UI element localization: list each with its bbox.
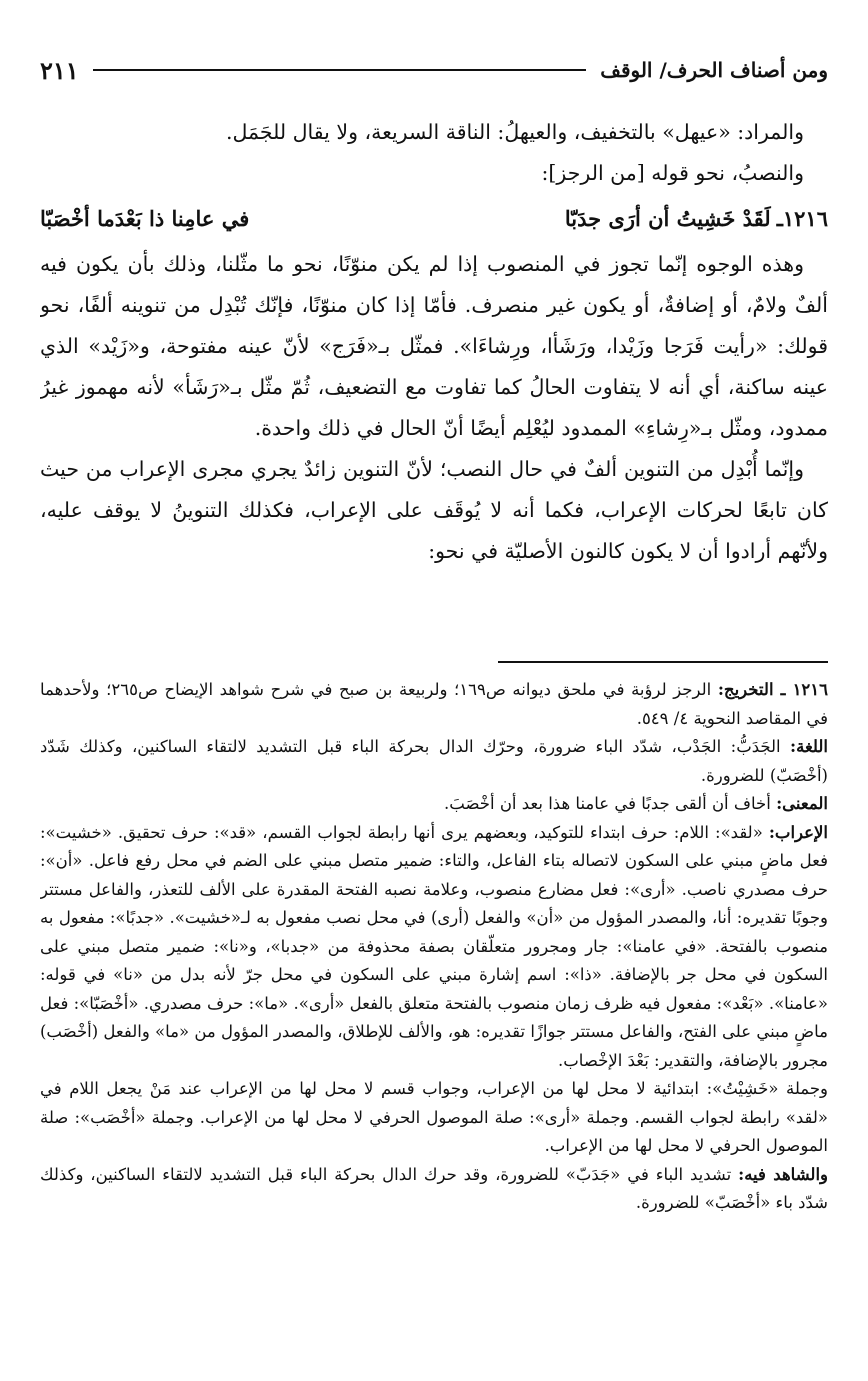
takhrij-label: ١٢١٦ ـ التخريج: bbox=[717, 680, 828, 699]
verse-number: ١٢١٦ـ bbox=[776, 206, 828, 231]
shahid-label: والشاهد فيه: bbox=[738, 1164, 828, 1184]
verse-hemistich-second: في عامِنا ذا بَعْدَما أخْصَبّا bbox=[40, 206, 250, 231]
main-text bbox=[40, 112, 828, 642]
mana-text: أخاف أن ألقى جدبًا في عامنا هذا بعد أن أخْصَبَ. bbox=[444, 794, 771, 813]
lugha-text: الجَدَبُّ: الجَدْب، شدّد الباء ضرورة، وحرّك الدال بحركة الباء قبل التشديد لالتقاء الساكنين، وكذلك شَدّد (أخْصَبّ) للضرورة. bbox=[40, 737, 828, 785]
footnote-separator bbox=[498, 661, 828, 663]
footnote-irab bbox=[40, 819, 828, 1076]
footnote-mana bbox=[40, 790, 828, 819]
verse-1216 bbox=[40, 196, 828, 242]
paragraph-tanwin: وهذه الوجوه إنّما تجوز في المنصوب إذا لم يكن منوّنًا، نحو ما مثّلنا، وذلك بأن يكون فيه ألفٌ ولامٌ، أو إضافةٌ، أو يكون غير منصرف. فأمّا إذا كان منوّنًا، فإنّك تُبْدِل من تنوينه ألفًا، نحو قولك: «رأيت فَرَجا وزَيْدا، ورَشَأا، ورِشاءَا». فمثّل بـ«فَرَج» لأنّ عينه مفتوحة، و«زَيْد» الذي عينه ساكنة، أي أنه لا يتفاوت الحالُ كما تفاوت مع التضعيف، ثُمّ مثّل بـ«رَشَأ» لأنه مهموز غيرُ ممدود، ومثّل بـ«رِشاءِ» الممدود ليُعْلِم أيضًا أنّ الحال في ذلك واحدة. bbox=[40, 252, 828, 440]
page-number: ٢١١ bbox=[40, 55, 79, 85]
footnote-shahid bbox=[40, 1161, 828, 1218]
paragraph-nasb: والنصبُ، نحو قوله [من الرجز]: bbox=[541, 161, 804, 185]
page-header bbox=[40, 50, 828, 90]
footnote-jumal: وجملة «خَشِيْتُ»: ابتدائية لا محل لها من الإعراب، وجواب قسم لا محل لها من الإعراب عند مَنْ يجعل اللام في «لقد» رابطة لجواب القسم. وجملة «أرى»: صلة الموصول الحرفي لا محل لها من الإعراب. وجملة «أخْصَب»: صلة الموصول الحرفي لا محل لها من الإعراب. bbox=[40, 1079, 828, 1155]
verse-hemistich-first: لَقَدْ خَشِيتُ أن أرَى جدَبّا bbox=[564, 206, 771, 231]
header-rule bbox=[93, 69, 587, 71]
footnotes bbox=[40, 676, 828, 1356]
paragraph-alif-badal: وإنّما أُبْدِل من التنوين ألفٌ في حال النصب؛ لأنّ التنوين زائدٌ يجري مجرى الإعراب من حيث كان تابعًا لحركات الإعراب، فكما أنه لا يُوقَف على الإعراب، فكذلك التنوينُ لا يوقف عليه، ولأنّهم أرادوا أن لا يكون كالنون الأصليّة في نحو: bbox=[40, 457, 828, 563]
running-title: ومن أصناف الحرف/ الوقف bbox=[600, 58, 828, 82]
irab-label: الإعراب: bbox=[768, 822, 828, 842]
paragraph-meaning: والمراد: «عيهل» بالتخفيف، والعيهلُ: الناقة السريعة، ولا يقال للجَمَل. bbox=[225, 120, 804, 144]
footnote-takhrij bbox=[40, 676, 828, 733]
footnote-lugha bbox=[40, 733, 828, 790]
mana-label: المعنى: bbox=[776, 794, 828, 813]
shahid-text: تشديد الباء في «جَدَبّ» للضرورة، وقد حرك الدال بحركة الباء قبل التشديد لالتقاء الساكنين، وكذلك شدّد باء «أخْصَبّ» للضرورة. bbox=[40, 1164, 828, 1212]
takhrij-text: الرجز لرؤبة في ملحق ديوانه ص١٦٩؛ ولربيعة بن صبح في شرح شواهد الإيضاح ص٢٦٥؛ ولأحدهما في المقاصد النحوية ٤/ ٥٤٩. bbox=[40, 680, 828, 728]
irab-text: «لقد»: اللام: حرف ابتداء للتوكيد، وبعضهم يرى أنها رابطة لجواب القسم، «قد»: حرف تحقيق. «خشيت»: فعل ماضٍ مبني على السكون لاتصاله بتاء الفاعل، والتاء: ضمير متصل مبني على الضم في محل رفع فاعل. «أن»: حرف مصدري ناصب. «أرى»: فعل مضارع منصوب، وعلامة نصبه الفتحة المقدرة على الألف للتعذر، والفاعل مستتر وجوبًا تقديره: أنا، والمصدر المؤول من «أن» والفعل (أرى) في محل نصب مفعول به لـ«خشيت». «جدبًا»: مفعول به منصوب بالفتحة. «في عامنا»: جار ومجرور متعلّقان بصفة محذوفة من «جدبا»، و«نا»: ضمير متصل مبني على السكون في محل جر بالإضافة. «ذا»: اسم إشارة مبني على السكون في محل جرّ لأنه بدل من «نا» في قوله: «عامنا». «بَعْد»: مفعول فيه ظرف زمان منصوب بالفتحة متعلق بالفعل «أرى». «ما»: حرف مصدري. «أخْصَبّا»: فعل ماضٍ مبني على الفتح، والفاعل مستتر جوازًا تقديره: هو، والألف للإطلاق، والمصدر المؤول من «ما» والفعل (أخْصَب) مجرور بالإضافة، والتقدير: بَعْدَ الإخْصاب. bbox=[40, 822, 828, 1070]
lugha-label: اللغة: bbox=[790, 737, 828, 756]
